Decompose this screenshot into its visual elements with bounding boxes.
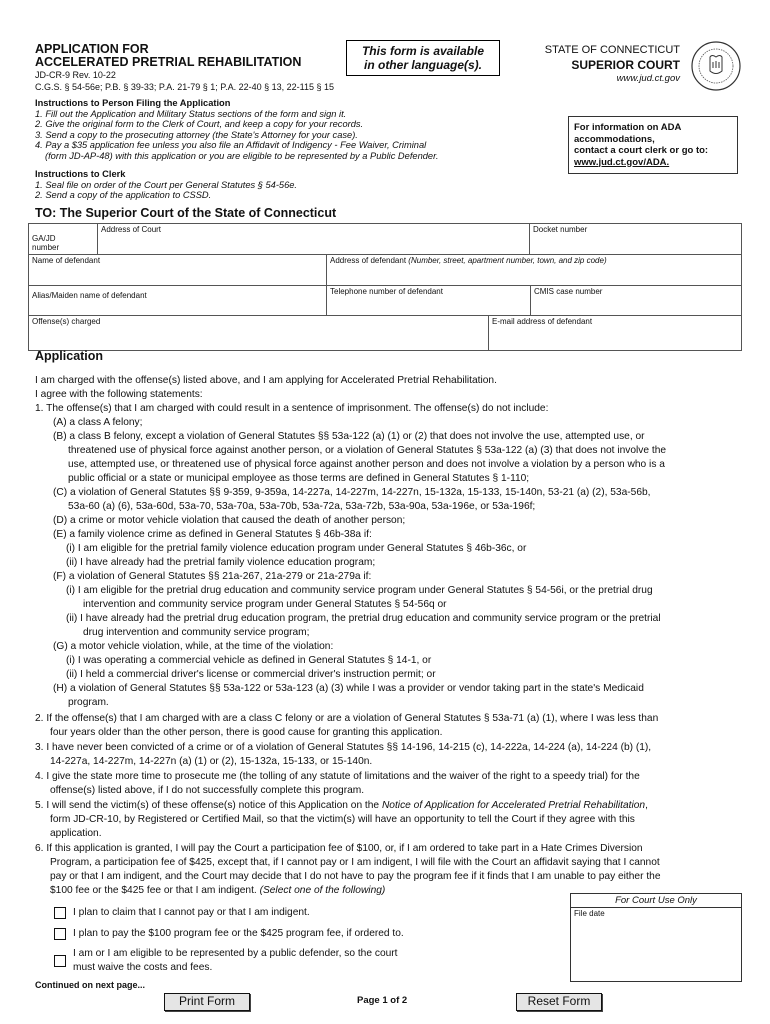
option-public-defender-line1: I am or I am eligible to be represented by a public defender, so the court bbox=[73, 948, 398, 959]
application-text-line: (G) a motor vehicle violation, while, at the time of the violation: bbox=[53, 641, 334, 652]
instruction-item: 3. Send a copy to the prosecuting attorney (the State's Attorney for your case). bbox=[35, 129, 358, 140]
ga-jd-field[interactable] bbox=[28, 223, 98, 255]
ada-line3: contact a court clerk or go to: bbox=[574, 145, 709, 156]
application-text-line: 5. I will send the victim(s) of these offense(s) notice of this Application on the Notice of Application for Accelerated Pretrial Rehabilitation, bbox=[35, 800, 648, 811]
offenses-label: Offense(s) charged bbox=[32, 317, 101, 326]
ada-line1: For information on ADA bbox=[574, 122, 682, 133]
instruction-item: 1. Fill out the Application and Military Status sections of the form and sign it. bbox=[35, 108, 347, 119]
defendant-address-hint: (Number, street, apartment number, town, and zip code) bbox=[408, 256, 607, 265]
cmis-field[interactable] bbox=[530, 285, 742, 316]
instructions-clerk-section bbox=[35, 169, 555, 201]
application-text-line: public official or a state or municipal employee as those terms are defined in General Statutes § 1-110; bbox=[68, 473, 530, 484]
application-text-line: program. bbox=[68, 697, 109, 708]
option-public-defender-line2: must waive the costs and fees. bbox=[73, 961, 213, 973]
application-text-line: drug intervention and community service program; bbox=[83, 627, 310, 638]
notice-form-title: Notice of Application for Accelerated Pretrial Rehabilitation bbox=[381, 800, 646, 811]
language-availability-line2: in other language(s). bbox=[363, 58, 482, 72]
language-availability-line1: This form is available bbox=[361, 44, 485, 58]
telephone-label: Telephone number of defendant bbox=[330, 287, 443, 296]
application-text-line: (B) a class B felony, except a violation of General Statutes §§ 53a-122 (a) (1) or (2) that does not involve the use, attempted use, or bbox=[53, 431, 645, 442]
application-text-line: threatened use of physical force against another person, or a violation of General Statutes § 53a-122 (a) (3) that does not involve the bbox=[68, 445, 667, 456]
option-indigent-checkbox[interactable] bbox=[54, 907, 66, 919]
continued-note: Continued on next page... bbox=[35, 980, 145, 990]
option-public-defender-label bbox=[73, 947, 398, 974]
application-text-line: use, attempted use, or threatened use of physical force against another person and does not involve a violation by a person who is a bbox=[68, 459, 665, 470]
application-text-line: 2. If the offense(s) that I am charged with are a class C felony or are a violation of General Statutes § 53a-71 (a) (1), where I was less than bbox=[35, 713, 659, 724]
select-one-hint: (Select one of the following) bbox=[259, 885, 386, 896]
instruction-item: 2. Give the original form to the Clerk of Court, and keep a copy for your records. bbox=[35, 119, 364, 129]
application-text-line: (H) a violation of General Statutes §§ 53a-122 or 53a-123 (a) (3) while I was a provider or vendor taking part in the state's Medicaid bbox=[53, 683, 644, 694]
telephone-field[interactable] bbox=[326, 285, 531, 316]
item5-text: 5. I will send the victim(s) of these offense(s) notice of this Application on the bbox=[35, 800, 380, 811]
state-seal-icon bbox=[690, 40, 742, 92]
instructions-person-section bbox=[35, 98, 555, 161]
defendant-address-label: Address of defendant bbox=[330, 256, 407, 265]
application-text-line: 6. If this application is granted, I will pay the Court a participation fee of $100, or, if I am ordered to take part in a Hate Crimes Diversion bbox=[35, 843, 643, 854]
application-text-line: (i) I was operating a commercial vehicle as defined in General Statutes § 14-1, or bbox=[66, 655, 432, 666]
ada-line2: accommodations, bbox=[574, 133, 655, 145]
defendant-name-field[interactable] bbox=[28, 254, 327, 286]
alias-label: Alias/Maiden name of defendant bbox=[32, 291, 147, 300]
instructions-person-heading: Instructions to Person Filing the Application bbox=[35, 98, 231, 108]
application-text-line: I am charged with the offense(s) listed above, and I am applying for Accelerated Pretrial Rehabilitation. bbox=[35, 375, 497, 386]
ga-jd-label-line2: number bbox=[32, 243, 60, 252]
application-text-line: application. bbox=[50, 828, 102, 839]
application-text-line: 4. I give the state more time to prosecute me (the tolling of any statute of limitations and the waiver of the right to a speedy trial) for the bbox=[35, 771, 640, 782]
option-public-defender-checkbox[interactable] bbox=[54, 955, 66, 967]
application-text-line: (ii) I held a commercial driver's license or commercial driver's instruction permit; or bbox=[66, 669, 436, 680]
application-text-line: (D) a crime or motor vehicle violation that caused the death of another person; bbox=[53, 515, 406, 526]
application-text-line: 14-227a, 14-227m, 14-227n (a) (1) or (2), 15-132a, 15-133, or 15-140n. bbox=[50, 756, 373, 767]
application-text-line bbox=[50, 884, 385, 898]
to-heading: TO: The Superior Court of the State of Connecticut bbox=[35, 206, 337, 220]
application-text-line: (E) a family violence crime as defined in General Statutes § 46b-38a if: bbox=[53, 529, 372, 540]
application-text-line: form JD-CR-10, by Registered or Certified Mail, so that the victim(s) will have an opportunity to tell the Court if they agree with this bbox=[50, 814, 635, 825]
address-of-court-field[interactable] bbox=[97, 223, 530, 255]
application-text-line: (i) I am eligible for the pretrial drug education and community service program under General Statutes § 54-56i, or the pretrial drug bbox=[66, 585, 653, 596]
court-name: SUPERIOR COURT bbox=[571, 58, 680, 72]
application-text-line: (C) a violation of General Statutes §§ 9-359, 9-359a, 14-227a, 14-227m, 14-227n, 15-132a, 15-133, 15-140n, 53-21 (a) (2), 53a-56b, bbox=[53, 487, 651, 498]
instruction-item: 1. Seal file on order of the Court per General Statutes § 54-56e. bbox=[35, 179, 298, 190]
application-text-line: 3. I have never been convicted of a crime or of a violation of General Statutes §§ 14-196, 14-215 (c), 14-222a, 14-224 (a), 14-224 (b) (1), bbox=[35, 742, 652, 753]
court-use-only-title: For Court Use Only bbox=[571, 894, 741, 908]
print-form-button[interactable]: Print Form bbox=[164, 993, 250, 1011]
instruction-item: 4. Pay a $35 application fee unless you also file an Affidavit of Indigency - Fee Waiver, Criminal bbox=[35, 140, 427, 150]
instructions-clerk-heading: Instructions to Clerk bbox=[35, 169, 126, 179]
application-text-line: 53a-60 (a) (6), 53a-60d, 53a-70, 53a-70a, 53a-70b, 53a-72a, 53a-72b, 53a-90a, 53a-196e, or 53a-196f; bbox=[68, 501, 536, 512]
application-text-line: I agree with the following statements: bbox=[35, 389, 203, 400]
application-text-line: pay or that I am indigent, and the Court may decide that I do not have to pay the program fee if it finds that I am unable to pay either the bbox=[50, 871, 661, 882]
email-label: E-mail address of defendant bbox=[492, 317, 593, 326]
option-pay-fee-label: I plan to pay the $100 program fee or the $425 program fee, if ordered to. bbox=[73, 928, 404, 939]
application-heading: Application bbox=[35, 349, 104, 363]
option-indigent-label: I plan to claim that I cannot pay or that I am indigent. bbox=[73, 907, 310, 918]
form-number: JD-CR-9 Rev. 10-22 bbox=[35, 70, 116, 80]
defendant-address-field[interactable] bbox=[326, 254, 742, 286]
docket-number-field[interactable] bbox=[529, 223, 742, 255]
docket-number-label: Docket number bbox=[533, 225, 588, 234]
ga-jd-label-line1: GA/JD bbox=[32, 234, 56, 243]
instruction-item: 2. Send a copy of the application to CSSD. bbox=[35, 190, 212, 200]
application-text-line: (ii) I have already had the pretrial family violence education program; bbox=[66, 557, 376, 568]
file-date-label: File date bbox=[574, 909, 605, 918]
form-title-line1: APPLICATION FOR bbox=[35, 42, 149, 56]
application-text-line: (A) a class A felony; bbox=[53, 417, 143, 428]
application-text-line: (F) a violation of General Statutes §§ 21a-267, 21a-279 or 21a-279a if: bbox=[53, 571, 372, 582]
item6-text-end: $100 fee or the $425 fee or that I am indigent. bbox=[50, 885, 257, 896]
language-availability-box bbox=[346, 40, 500, 76]
application-text-line: intervention and community service program under General Statutes § 54-56q or bbox=[83, 599, 447, 610]
court-website: www.jud.ct.gov bbox=[616, 73, 680, 84]
ada-link[interactable]: www.jud.ct.gov/ADA. bbox=[574, 156, 670, 168]
page-number: Page 1 of 2 bbox=[357, 995, 408, 1006]
court-use-only-box bbox=[570, 893, 742, 982]
defendant-name-label: Name of defendant bbox=[32, 256, 101, 265]
reset-form-button[interactable]: Reset Form bbox=[516, 993, 602, 1011]
option-pay-fee-checkbox[interactable] bbox=[54, 928, 66, 940]
ada-info-box bbox=[568, 116, 738, 174]
application-text-line: 1. The offense(s) that I am charged with could result in a sentence of imprisonment. The offense(s) do not include: bbox=[35, 403, 549, 414]
statute-references: C.G.S. § 54-56e; P.B. § 39-33; P.A. 21-79 § 1; P.A. 22-40 § 13, 22-115 § 15 bbox=[35, 82, 335, 92]
application-text-line: (ii) I have already had the pretrial drug education program, the pretrial drug education and community service program or the pretrial bbox=[66, 613, 661, 624]
cmis-label: CMIS case number bbox=[534, 287, 603, 296]
instruction-item: (form JD-AP-48) with this application or you are eligible to be represented by a Public Defender. bbox=[45, 150, 439, 161]
application-text-line: Program, a participation fee of $425, except that, if I cannot pay or I am indigent, I will file with the Court an affidavit saying that I cannot bbox=[50, 857, 660, 868]
offenses-field[interactable] bbox=[28, 315, 489, 351]
state-name: STATE OF CONNECTICUT bbox=[544, 44, 680, 56]
form-title-line2: ACCELERATED PRETRIAL REHABILITATION bbox=[35, 55, 302, 69]
application-text-line: offense(s) listed above, if I do not successfully complete this program. bbox=[50, 785, 365, 796]
application-text-line: (i) I am eligible for the pretrial family violence education program under General Statutes § 46b-36c, or bbox=[66, 543, 527, 554]
address-of-court-label: Address of Court bbox=[101, 225, 162, 234]
alias-field[interactable] bbox=[28, 285, 327, 316]
application-text-line: four years older than the other person, there is good cause for granting this application. bbox=[50, 727, 443, 738]
email-field[interactable] bbox=[488, 315, 742, 351]
